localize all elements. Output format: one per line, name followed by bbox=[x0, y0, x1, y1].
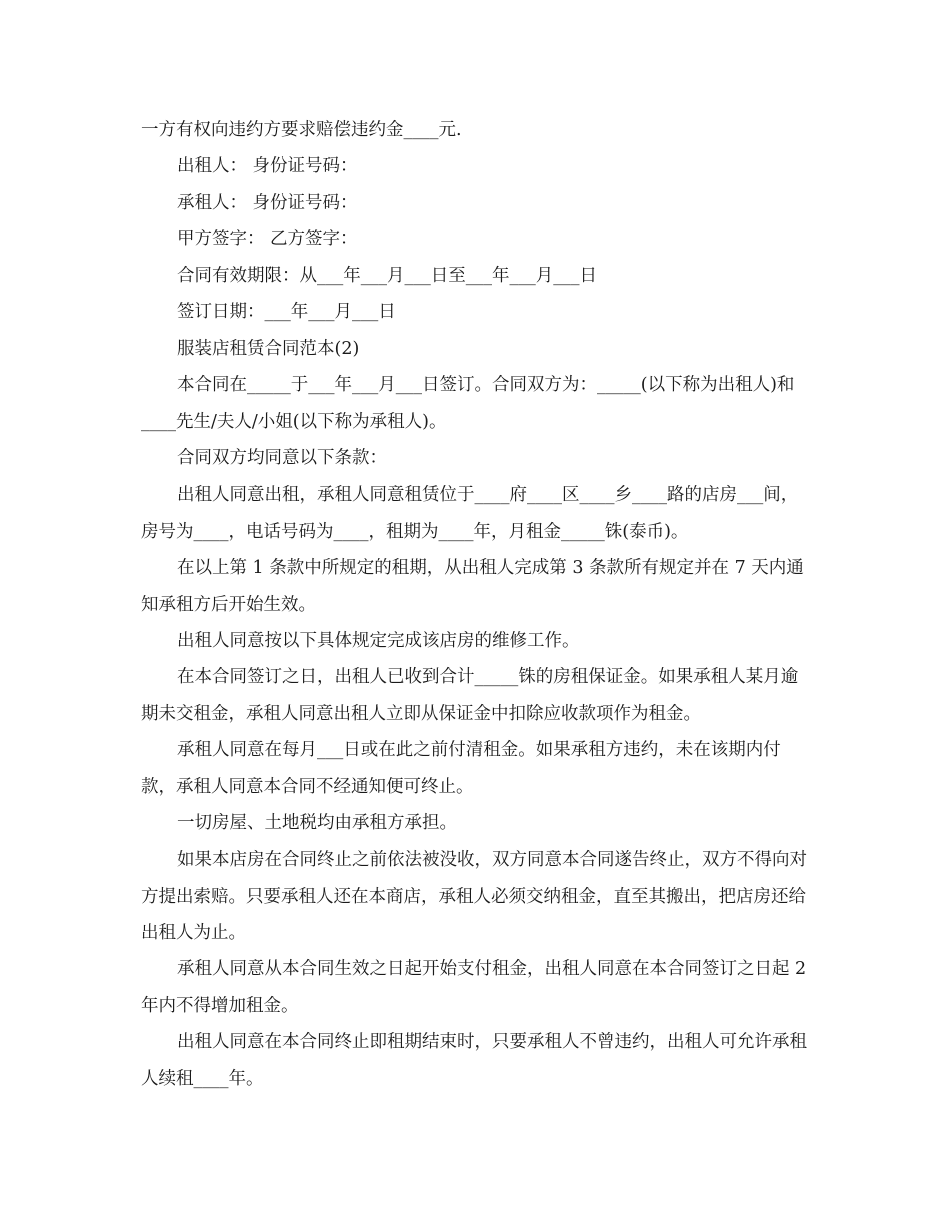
paragraph-clause-tax: 一切房屋、土地税均由承租方承担。 bbox=[177, 813, 457, 833]
paragraph-clause-repair: 出租人同意按以下具体规定完成该店房的维修工作。 bbox=[177, 631, 580, 651]
paragraph-clause-lease: 出租人同意出租，承租人同意租赁位于____府____区____乡____路的店房___间，房号为____，电话号码为____，租期为____年，月租金_____铢(泰币)。 bbox=[141, 485, 799, 542]
paragraph-agree-terms: 合同双方均同意以下条款： bbox=[177, 448, 387, 468]
paragraph-signatures: 甲方签字： 乙方签字： bbox=[177, 229, 358, 249]
paragraph-clause-rent-start: 承租人同意从本合同生效之日起开始支付租金，出租人同意在本合同签订之日起 2 年内不得增加租金。 bbox=[141, 959, 807, 1016]
paragraph-penalty: 一方有权向违约方要求赔偿违约金____元. bbox=[141, 120, 462, 140]
paragraph-clause-payment: 承租人同意在每月___日或在此之前付清租金。如果承租方违约，未在该期内付款，承租人同意本合同不经通知便可终止。 bbox=[141, 740, 781, 797]
paragraph-lessee-id: 承租人： 身份证号码： bbox=[177, 193, 358, 213]
paragraph-sign-date: 签订日期：___年___月___日 bbox=[177, 302, 396, 322]
paragraph-clause-term: 在以上第 1 条款中所规定的租期，从出租人完成第 3 条款所有规定并在 7 天内通知承租方后开始生效。 bbox=[141, 558, 804, 615]
paragraph-lessor-id: 出租人： 身份证号码： bbox=[177, 156, 358, 176]
paragraph-contract-parties: 本合同在_____于___年___月___日签订。合同双方为：_____(以下称为出租人)和____先生/夫人/小姐(以下称为承租人)。 bbox=[141, 375, 795, 432]
paragraph-clause-renewal: 出租人同意在本合同终止即租期结束时，只要承租人不曾违约，出租人可允许承租人续租____年。 bbox=[141, 1032, 807, 1089]
paragraph-section-title: 服装店租赁合同范本(2) bbox=[177, 339, 360, 359]
paragraph-clause-confiscation: 如果本店房在合同终止之前依法被没收，双方同意本合同遂告终止，双方不得向对方提出索赔。只要承租人还在本商店，承租人必须交纳租金，直至其搬出，把店房还给出租人为止。 bbox=[141, 850, 807, 943]
paragraph-clause-deposit: 在本合同签订之日，出租人已收到合计_____铢的房租保证金。如果承租人某月逾期未交租金，承租人同意出租人立即从保证金中扣除应收款项作为租金。 bbox=[141, 667, 799, 724]
paragraph-validity: 合同有效期限：从___年___月___日至___年___月___日 bbox=[177, 266, 597, 286]
